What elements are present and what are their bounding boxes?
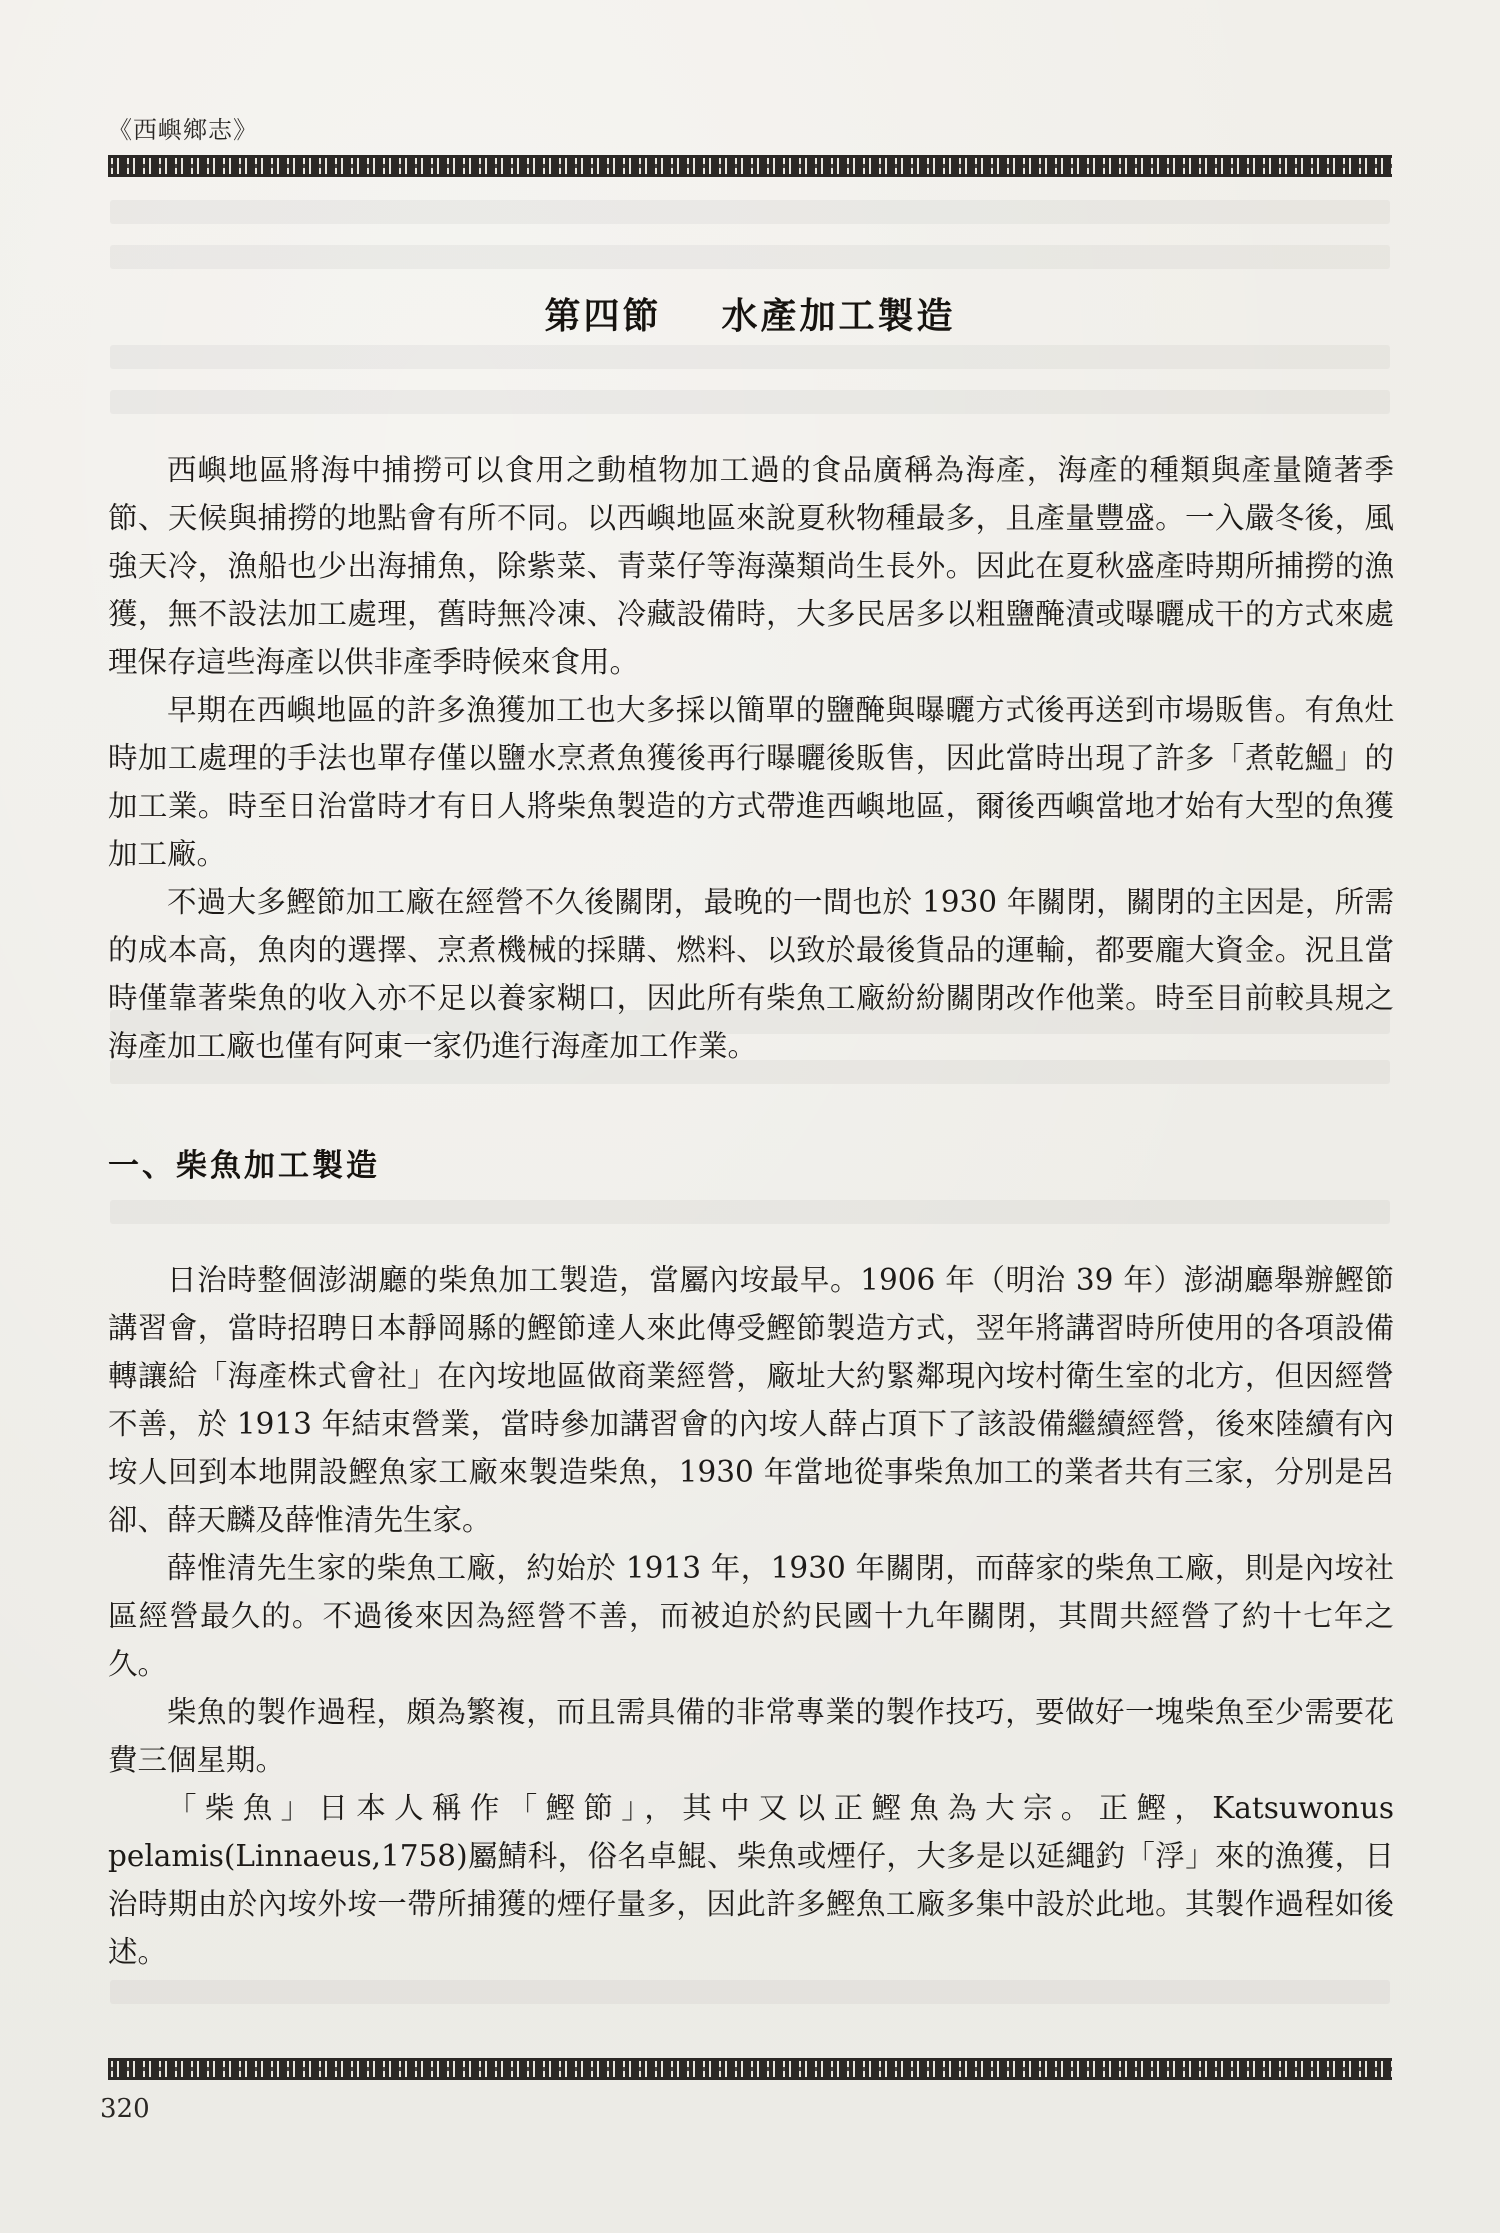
decorative-border-top: [108, 155, 1392, 177]
paragraph: 柴魚的製作過程，頗為繁複，而且需具備的非常專業的製作技巧，要做好一塊柴魚至少需要花費三個星期。: [108, 1695, 1394, 1777]
paragraph: 西嶼地區將海中捕撈可以食用之動植物加工過的食品廣稱為海產，海產的種類與產量隨著季節、天候與捕撈的地點會有所不同。以西嶼地區來說夏秋物種最多，且產量豐盛。一入嚴冬後，風強天冷，漁船也少出海捕魚，除紫菜、青菜仔等海藻類尚生長外。因此在夏秋盛產時期所捕撈的漁獲，無不設法加工處理，舊時無冷凍、冷藏設備時，大多民居多以粗鹽醃漬或曝曬成干的方式來處理保存這些海產以供非產季時候來食用。: [108, 453, 1394, 679]
page-number: 320: [100, 2094, 150, 2124]
intro-text: [108, 446, 1394, 1070]
paragraph: 早期在西嶼地區的許多漁獲加工也大多採以簡單的鹽醃與曝曬方式後再送到市場販售。有魚灶時加工處理的手法也單存僅以鹽水烹煮魚獲後再行曝曬後販售，因此當時出現了許多「煮乾鰮」的加工業。時至日治當時才有日人將柴魚製造的方式帶進西嶼地區，爾後西嶼當地才始有大型的魚獲加工廠。: [108, 693, 1394, 871]
subsection-heading: 一、柴魚加工製造: [108, 1148, 380, 1184]
paragraph: 日治時整個澎湖廳的柴魚加工製造，當屬內垵最早。1906 年（明治 39 年）澎湖廳舉辦鰹節講習會，當時招聘日本靜岡縣的鰹節達人來此傳受鰹節製造方式，翌年將講習時所使用的各項設備轉讓給「海產株式會社」在內垵地區做商業經營，廠址大約緊鄰現內垵村衛生室的北方，但因經營不善，於 1913 年結束營業，當時參加講習會的內垵人薛占頂下了該設備繼續經營，後來陸續有內垵人回到本地開設鰹魚家工廠來製造柴魚，1930 年當地從事柴魚加工的業者共有三家，分別是呂卻、薛天麟及薛惟清先生家。: [108, 1263, 1394, 1537]
bleed-through-texture: [110, 1980, 1390, 2004]
section-title: [0, 288, 1500, 339]
section-heading: 水產加工製造: [721, 295, 956, 337]
bleed-through-texture: [110, 1200, 1390, 1224]
paragraph: 不過大多鰹節加工廠在經營不久後關閉，最晚的一間也於 1930 年關閉，關閉的主因是，所需的成本高，魚肉的選擇、烹煮機械的採購、燃料、以致於最後貨品的運輸，都要龐大資金。況且當時僅靠著柴魚的收入亦不足以養家糊口，因此所有柴魚工廠紛紛關閉改作他業。時至目前較具規之海產加工廠也僅有阿東一家仍進行海產加工作業。: [108, 885, 1394, 1063]
subsection-text: [108, 1256, 1394, 1976]
bleed-through-texture: [110, 245, 1390, 269]
running-title: 《西嶼鄉志》: [108, 116, 258, 144]
bleed-through-texture: [110, 345, 1390, 369]
section-number: 第四節: [544, 295, 662, 337]
paragraph: 薛惟清先生家的柴魚工廠，約始於 1913 年，1930 年關閉，而薛家的柴魚工廠，則是內垵社區經營最久的。不過後來因為經營不善，而被迫於約民國十九年關閉，其間共經營了約十七年之久。: [108, 1551, 1394, 1681]
bleed-through-texture: [110, 390, 1390, 414]
decorative-border-bottom: [108, 2058, 1392, 2080]
paragraph: 「柴魚」日本人稱作「鰹節」，其中又以正鰹魚為大宗。正鰹，Katsuwonus pelamis(Linnaeus,1758)屬鯖科，俗名卓鯤、柴魚或煙仔，大多是以延繩釣「浮」來的漁獲，日治時期由於內垵外垵一帶所捕獲的煙仔量多，因此許多鰹魚工廠多集中設於此地。其製作過程如後述。: [108, 1791, 1394, 1969]
bleed-through-texture: [110, 200, 1390, 224]
